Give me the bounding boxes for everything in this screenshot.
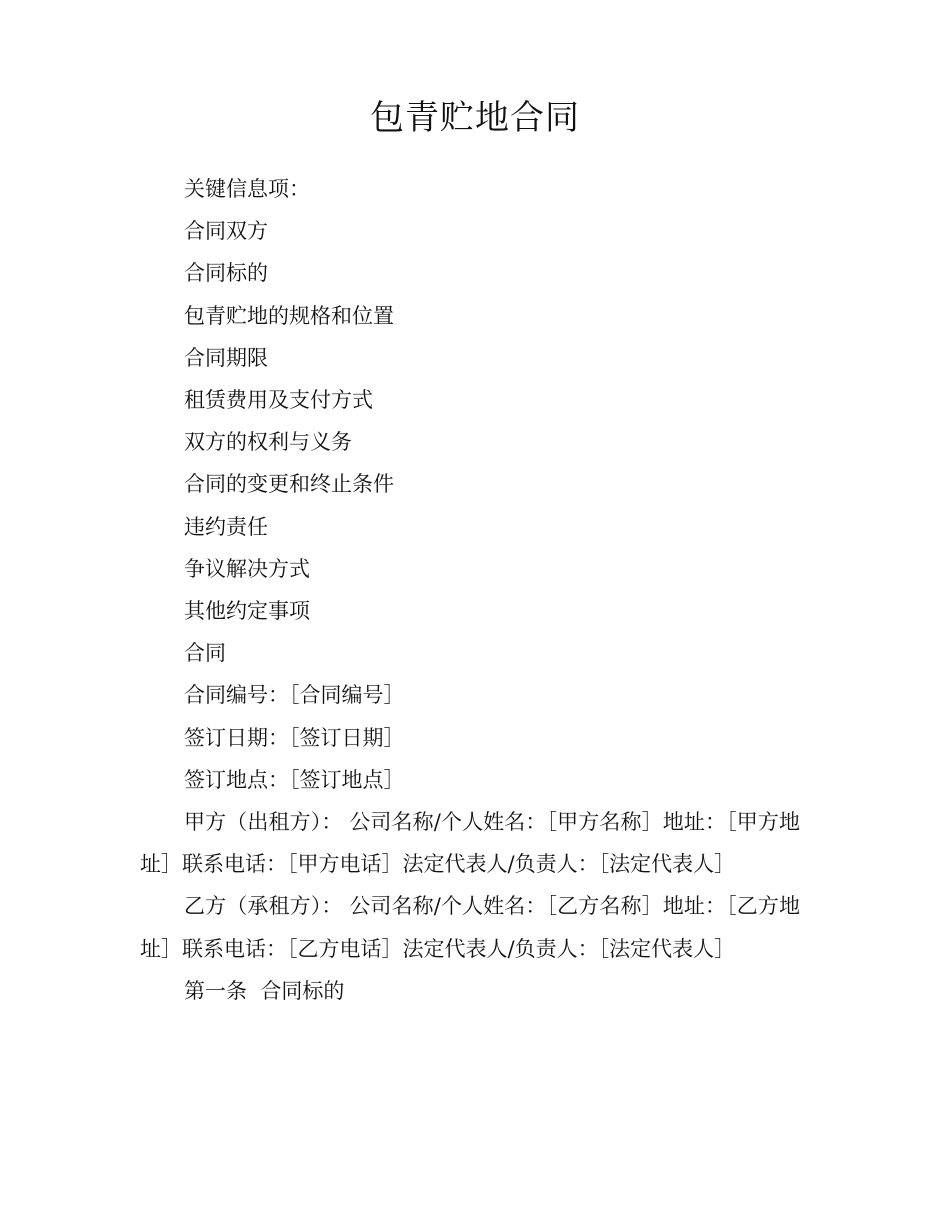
- contract-heading: 合同: [184, 641, 226, 666]
- key-info-item: 合同标的: [184, 261, 268, 286]
- contract-number: 合同编号：［合同编号］: [184, 683, 405, 708]
- signing-date: 签订日期：［签订日期］: [184, 725, 405, 750]
- key-info-item: 租赁费用及支付方式: [184, 388, 373, 413]
- key-info-item: 违约责任: [184, 514, 268, 539]
- party-b-paragraph: 乙方（承租方）： 公司名称/个人姓名：［乙方名称］地址：［乙方地址］联系电话：［乙方电话］法定代表人/负责人：［法定代表人］: [140, 894, 800, 961]
- party-a-paragraph: 甲方（出租方）： 公司名称/个人姓名：［甲方名称］地址：［甲方地址］联系电话：［甲方电话］法定代表人/负责人：［法定代表人］: [140, 810, 800, 877]
- key-info-item: 合同双方: [184, 219, 268, 244]
- document-title: 包青贮地合同: [370, 98, 580, 138]
- document-body: [140, 168, 800, 1012]
- key-info-item: 争议解决方式: [184, 556, 310, 581]
- signing-place: 签订地点：［签订地点］: [184, 767, 405, 792]
- article-1-heading: 第一条 合同标的: [184, 978, 345, 1003]
- key-info-heading: 关键信息项：: [184, 177, 310, 201]
- key-info-item: 包青贮地的规格和位置: [184, 303, 394, 328]
- key-info-item: 其他约定事项: [184, 599, 310, 624]
- key-info-item: 双方的权利与义务: [184, 430, 352, 455]
- key-info-item: 合同期限: [184, 345, 268, 370]
- key-info-item: 合同的变更和终止条件: [184, 472, 394, 497]
